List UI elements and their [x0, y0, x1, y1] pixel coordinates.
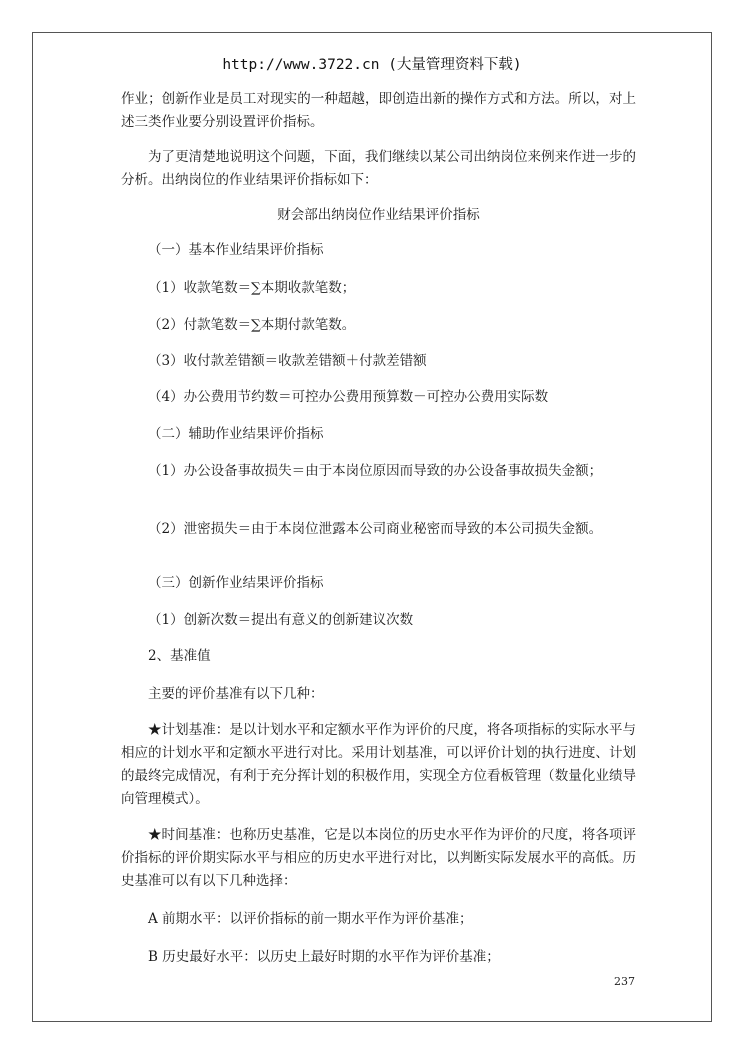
- page-number: 237: [614, 975, 635, 988]
- section-3-heading: （三）创新作业结果评价指标: [148, 575, 324, 591]
- s2-item-2: （2）泄密损失＝由于本岗位泄露本公司商业秘密而导致的本公司损失金额。: [148, 521, 603, 537]
- section-1-heading: （一）基本作业结果评价指标: [148, 242, 324, 258]
- s1-item-2: （2）付款笔数＝∑本期付款笔数。: [148, 317, 356, 333]
- s2-item-1: （1）办公设备事故损失＝由于本岗位原因而导致的办公设备事故损失金额；: [148, 463, 603, 479]
- s3-item-1: （1）创新次数＝提出有意义的创新建议次数: [148, 612, 414, 628]
- s1-item-4: （4）办公费用节约数＝可控办公费用预算数－可控办公费用实际数: [148, 389, 549, 405]
- s1-item-3: （3）收付款差错额＝收款差错额＋付款差错额: [148, 353, 427, 369]
- section-2-heading: （二）辅助作业结果评价指标: [148, 426, 324, 442]
- paragraph-2: 为了更清楚地说明这个问题，下面，我们继续以某公司出纳岗位来例来作进一步的分析。出纳岗位的作业结果评价指标如下：: [121, 149, 636, 188]
- paragraph-1: 作业；创新作业是员工对现实的一种超越，即创造出新的操作方式和方法。所以，对上述三类作业要分别设置评价指标。: [121, 91, 636, 130]
- option-b: B 历史最好水平：以历史上最好时期的水平作为评价基准；: [148, 949, 500, 965]
- page-header-url: http://www.3722.cn (大量管理资料下载): [222, 57, 522, 73]
- basis-intro: 主要的评价基准有以下几种：: [148, 686, 324, 702]
- plan-basis-paragraph: ★计划基准：是以计划水平和定额水平作为评价的尺度，将各项指标的实际水平与相应的计划水平和定额水平进行对比。采用计划基准，可以评价计划的执行进度、计划的最终完成情况，有利于充分挥计划的积极作用，实现全方位看板管理（数量化业绩导向管理模式）。: [121, 722, 636, 807]
- time-basis-paragraph: ★时间基准：也称历史基准，它是以本岗位的历史水平作为评价的尺度，将各项评价指标的评价期实际水平与相应的历史水平进行对比，以判断实际发展水平的高低。历史基准可以有以下几种选择：: [121, 827, 636, 889]
- option-a: A 前期水平：以评价指标的前一期水平作为评价基准；: [148, 911, 473, 927]
- s1-item-1: （1）收款笔数＝∑本期收款笔数；: [148, 280, 356, 296]
- section-2-basis-heading: 2、基准值: [148, 648, 211, 664]
- table-title: 财会部出纳岗位作业结果评价指标: [277, 207, 480, 223]
